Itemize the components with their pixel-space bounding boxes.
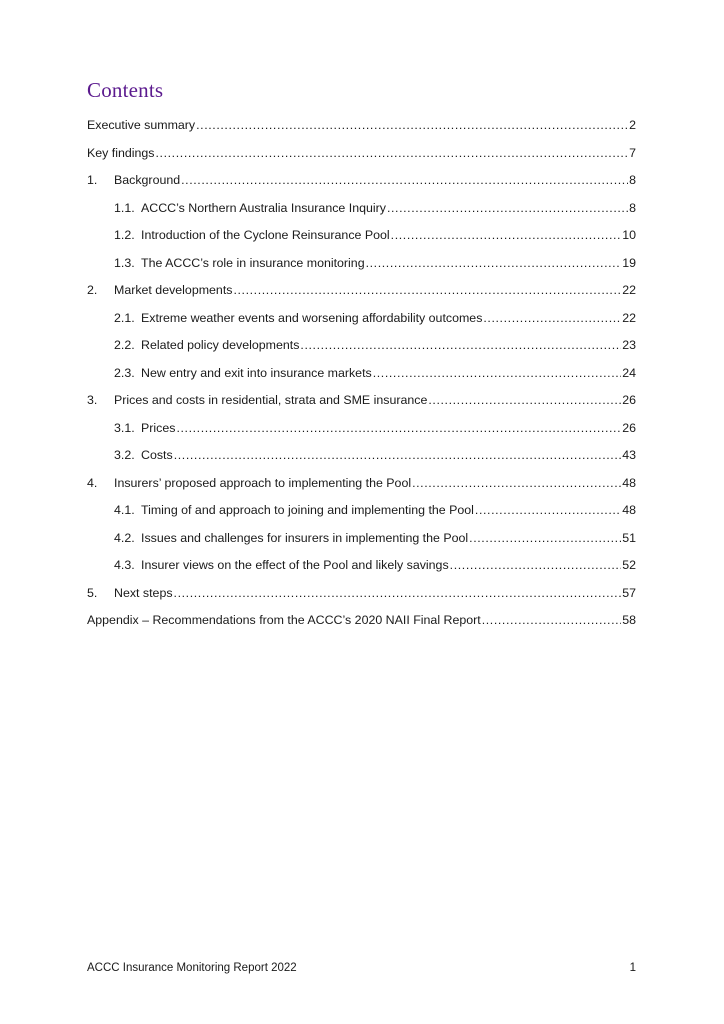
toc-entry-title: Extreme weather events and worsening affordability outcomes bbox=[141, 310, 483, 325]
toc-entry-page: 58 bbox=[622, 613, 636, 627]
toc-entry[interactable] bbox=[87, 391, 636, 419]
toc-dot-leader bbox=[450, 556, 622, 574]
toc-dot-leader bbox=[233, 281, 621, 299]
toc-entry-number: 3.1. bbox=[114, 420, 135, 435]
page-title: Contents bbox=[87, 78, 164, 102]
toc-entry[interactable] bbox=[87, 336, 636, 364]
toc-entry-title: Next steps bbox=[114, 585, 173, 600]
toc-entry[interactable] bbox=[87, 611, 636, 639]
toc-entry-number: 3.2. bbox=[114, 448, 135, 462]
toc-entry[interactable] bbox=[87, 226, 636, 254]
toc-entry[interactable] bbox=[87, 309, 636, 337]
toc-entry-page: 22 bbox=[622, 310, 636, 325]
toc-entry-number: 4.2. bbox=[114, 530, 135, 545]
toc-entry-page: 23 bbox=[622, 338, 636, 352]
toc-dot-leader bbox=[483, 309, 621, 327]
toc-entry-number: 1.3. bbox=[114, 255, 135, 270]
toc-entry-title: Costs bbox=[141, 448, 173, 462]
toc-entry-page: 48 bbox=[622, 475, 636, 490]
toc-entry-title: Timing of and approach to joining and implementing the Pool bbox=[141, 503, 474, 517]
toc-entry[interactable] bbox=[87, 364, 636, 392]
toc-dot-leader bbox=[196, 116, 628, 134]
toc-entry-page: 19 bbox=[622, 255, 636, 270]
toc-entry-page: 48 bbox=[622, 503, 636, 517]
toc-dot-leader bbox=[176, 419, 621, 437]
toc-entry-page: 26 bbox=[622, 393, 636, 407]
toc-entry-page: 43 bbox=[622, 448, 636, 462]
toc-entry-page: 51 bbox=[622, 530, 636, 545]
toc-dot-leader bbox=[156, 144, 629, 162]
toc-entry[interactable] bbox=[87, 584, 636, 612]
toc-entry-title: Appendix – Recommendations from the ACCC’s 2020 NAII Final Report bbox=[87, 613, 481, 627]
toc-entry[interactable] bbox=[87, 116, 636, 144]
toc-entry-page: 8 bbox=[629, 173, 636, 187]
toc-entry-page: 24 bbox=[622, 365, 636, 380]
toc-entry-page: 57 bbox=[622, 585, 636, 600]
toc-dot-leader bbox=[475, 501, 621, 519]
toc-dot-leader bbox=[366, 254, 622, 272]
toc-dot-leader bbox=[373, 364, 621, 382]
toc-dot-leader bbox=[412, 474, 621, 492]
toc-entry-title: New entry and exit into insurance markets bbox=[141, 365, 372, 380]
toc-entry-title: Insurer views on the effect of the Pool and likely savings bbox=[141, 558, 449, 572]
toc-entry-page: 7 bbox=[629, 145, 636, 160]
toc-entry-title: Related policy developments bbox=[141, 338, 300, 352]
toc-dot-leader bbox=[469, 529, 621, 547]
toc-entry-page: 22 bbox=[622, 283, 636, 297]
toc-entry-title: Market developments bbox=[114, 283, 233, 297]
toc-entry[interactable] bbox=[87, 144, 636, 172]
toc-entry-title: ACCC’s Northern Australia Insurance Inquiry bbox=[141, 200, 386, 215]
toc-entry-title: Key findings bbox=[87, 145, 155, 160]
toc-entry[interactable] bbox=[87, 501, 636, 529]
footer-page-number: 1 bbox=[629, 962, 636, 974]
footer-title: ACCC Insurance Monitoring Report 2022 bbox=[87, 962, 297, 974]
toc-entry-number: 2.3. bbox=[114, 365, 135, 380]
toc-entry-page: 8 bbox=[629, 200, 636, 215]
page-footer bbox=[87, 962, 636, 974]
toc-entry-title: The ACCC’s role in insurance monitoring bbox=[141, 255, 365, 270]
toc-entry-title: Prices and costs in residential, strata and SME insurance bbox=[114, 393, 428, 407]
toc-entry-page: 10 bbox=[622, 228, 636, 242]
toc-entry[interactable] bbox=[87, 556, 636, 584]
toc-entry-title: Prices bbox=[141, 420, 176, 435]
toc-dot-leader bbox=[387, 199, 628, 217]
toc-entry[interactable] bbox=[87, 446, 636, 474]
toc-dot-leader bbox=[181, 171, 628, 189]
toc-entry[interactable] bbox=[87, 281, 636, 309]
toc-entry-number: 2. bbox=[87, 283, 98, 297]
toc-dot-leader bbox=[428, 391, 621, 409]
toc-entry-title: Issues and challenges for insurers in implementing the Pool bbox=[141, 530, 469, 545]
toc-entry-page: 52 bbox=[622, 558, 636, 572]
toc-entry[interactable] bbox=[87, 199, 636, 227]
toc-entry-number: 1.2. bbox=[114, 228, 135, 242]
toc-entry-number: 2.1. bbox=[114, 310, 135, 325]
toc-entry-number: 1.1. bbox=[114, 200, 135, 215]
toc-dot-leader bbox=[174, 584, 622, 602]
toc-entry[interactable] bbox=[87, 474, 636, 502]
toc-entry-title: Introduction of the Cyclone Reinsurance Pool bbox=[141, 228, 390, 242]
toc-entry-title: Background bbox=[114, 173, 181, 187]
toc-entry-page: 2 bbox=[629, 118, 636, 132]
toc-entry[interactable] bbox=[87, 254, 636, 282]
toc-entry[interactable] bbox=[87, 171, 636, 199]
toc-entry-number: 2.2. bbox=[114, 338, 135, 352]
toc-entry-number: 4. bbox=[87, 475, 98, 490]
toc-dot-leader bbox=[300, 336, 621, 354]
toc-entry-title: Executive summary bbox=[87, 118, 196, 132]
toc-entry-number: 1. bbox=[87, 173, 98, 187]
toc-entry-title: Insurers’ proposed approach to implementing the Pool bbox=[114, 475, 412, 490]
toc-entry-page: 26 bbox=[622, 420, 636, 435]
toc-entry[interactable] bbox=[87, 529, 636, 557]
toc-entry[interactable] bbox=[87, 419, 636, 447]
toc-entry-number: 3. bbox=[87, 393, 98, 407]
toc-dot-leader bbox=[391, 226, 622, 244]
toc-dot-leader bbox=[174, 446, 622, 464]
toc-dot-leader bbox=[482, 611, 621, 629]
toc-entry-number: 4.1. bbox=[114, 503, 135, 517]
toc-entry-number: 4.3. bbox=[114, 558, 135, 572]
table-of-contents bbox=[87, 116, 636, 639]
toc-entry-number: 5. bbox=[87, 585, 98, 600]
